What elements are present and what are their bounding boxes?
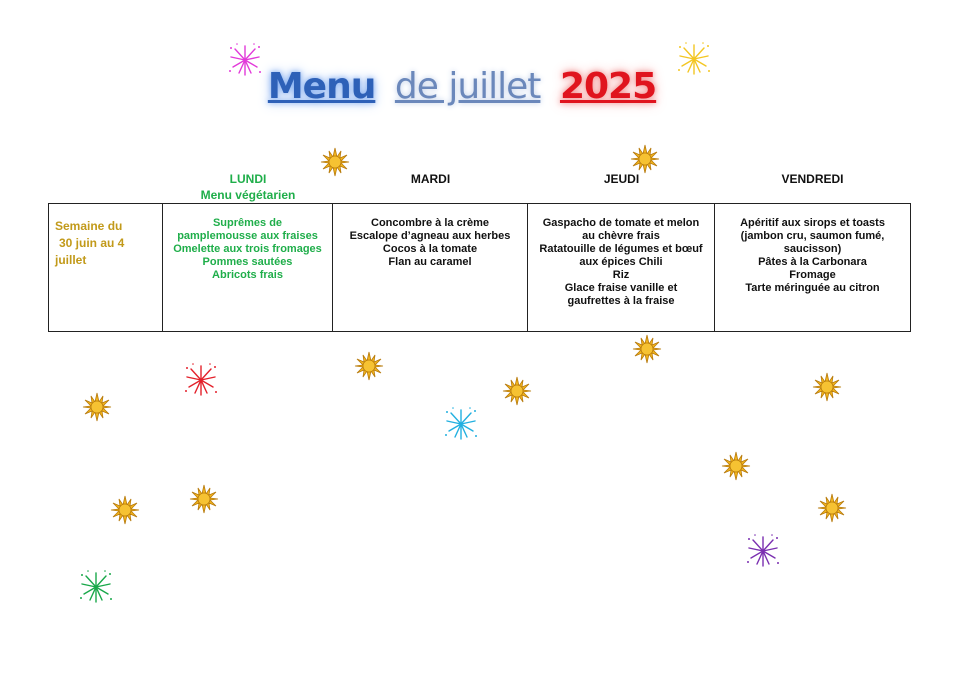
title-month: de juillet <box>394 66 541 107</box>
day-header-mardi: MARDI <box>410 172 451 186</box>
sun-icon <box>630 144 660 174</box>
menu-line: Abricots frais <box>212 269 283 281</box>
day-header-jeudi: JEUDI <box>603 172 640 186</box>
sun-icon <box>354 351 384 381</box>
menu-cell-mardi <box>333 204 528 332</box>
title-menu: Menu <box>267 66 376 107</box>
sun-icon <box>812 372 842 402</box>
menu-line: Fromage <box>789 269 836 281</box>
firework-icon <box>443 406 479 442</box>
menu-line: Concombre à la crème <box>371 217 489 229</box>
menu-cell-jeudi <box>528 204 715 332</box>
menu-table <box>48 203 911 332</box>
menu-line: au chèvre frais <box>582 230 660 242</box>
menu-line: Cocos à la tomate <box>382 243 478 255</box>
menu-line: (jambon cru, saumon fumé, <box>740 230 885 242</box>
sun-icon <box>502 376 532 406</box>
menu-line: Apéritif aux sirops et toasts <box>740 217 885 229</box>
sun-icon <box>110 495 140 525</box>
title-year: 2025 <box>559 66 657 107</box>
sun-icon <box>632 334 662 364</box>
firework-icon <box>227 42 263 78</box>
day-header-lundi <box>163 172 333 202</box>
menu-line: aux épices Chili <box>579 256 663 268</box>
menu-line: Escalope d’agneau aux herbes <box>349 230 511 242</box>
menu-line: Omelette aux trois fromages <box>173 243 322 255</box>
menu-line: Pâtes à la Carbonara <box>758 256 867 268</box>
menu-line: saucisson) <box>783 243 842 255</box>
firework-icon <box>676 41 712 77</box>
week-line: juillet <box>55 253 87 267</box>
day-sublabel: Menu végétarien <box>200 188 296 202</box>
sun-icon <box>82 392 112 422</box>
sun-icon <box>189 484 219 514</box>
day-label: LUNDI <box>229 172 267 186</box>
menu-cell-lundi <box>163 204 333 332</box>
menu-line: Pommes sautées <box>202 256 293 268</box>
menu-line: gaufrettes à la fraise <box>567 295 675 307</box>
sun-icon <box>721 451 751 481</box>
firework-icon <box>183 362 219 398</box>
menu-cell-vendredi <box>715 204 911 332</box>
menu-line: Tarte méringuée au citron <box>745 282 880 294</box>
menu-line: Glace fraise vanille et <box>564 282 678 294</box>
firework-icon <box>78 569 114 605</box>
firework-icon <box>745 533 781 569</box>
week-line: 30 juin au 4 <box>59 236 125 250</box>
table-row <box>49 204 911 332</box>
sun-icon <box>817 493 847 523</box>
menu-line: Gaspacho de tomate et melon <box>542 217 700 229</box>
week-line: Semaine du <box>55 219 123 233</box>
menu-line: pamplemousse aux fraises <box>177 230 318 242</box>
menu-line: Riz <box>612 269 630 281</box>
day-header-vendredi: VENDREDI <box>781 172 844 186</box>
week-cell <box>49 204 163 332</box>
menu-line: Ratatouille de légumes et bœuf <box>539 243 703 255</box>
menu-line: Flan au caramel <box>388 256 472 268</box>
page-title <box>0 66 924 107</box>
sun-icon <box>320 147 350 177</box>
menu-line: Suprêmes de <box>212 217 283 229</box>
